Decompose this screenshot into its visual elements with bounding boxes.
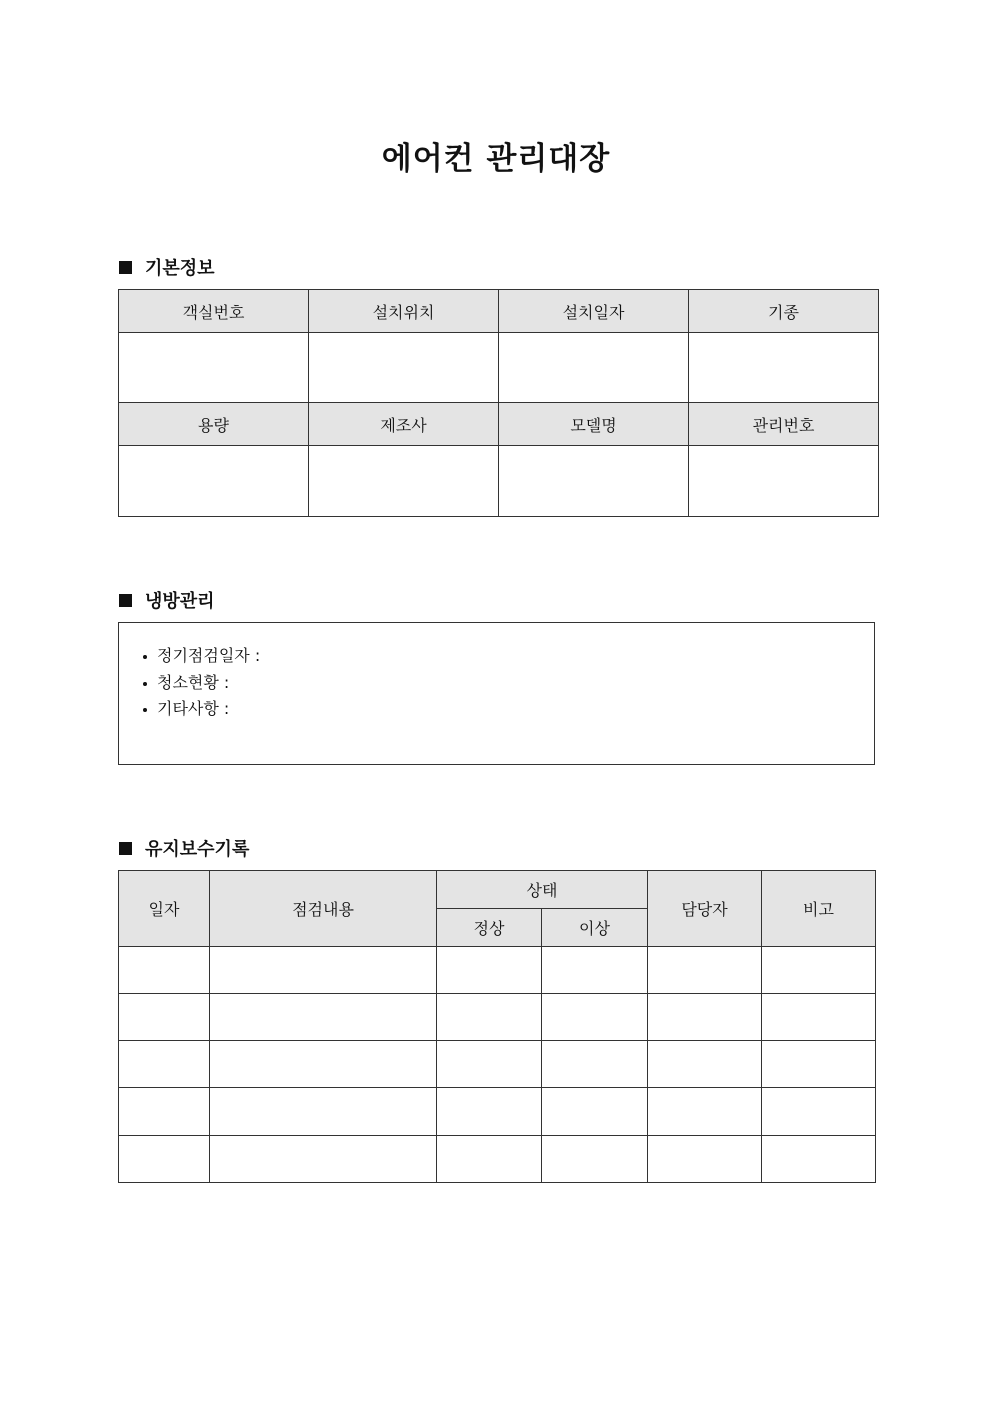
header-install-date: 설치일자 — [499, 290, 689, 333]
table-row — [119, 947, 876, 994]
cell-management-number[interactable] — [689, 446, 879, 517]
section-maintenance-label: 유지보수기록 — [145, 839, 250, 860]
section-basic-label: 기본정보 — [145, 258, 215, 279]
page-title: 에어컨 관리대장 — [381, 141, 611, 177]
section-basic-heading — [119, 254, 215, 280]
cooling-list — [119, 643, 874, 723]
section-cooling-heading — [119, 587, 215, 613]
table-row — [119, 1041, 876, 1088]
square-bullet-icon — [119, 842, 132, 855]
header-install-location: 설치위치 — [309, 290, 499, 333]
list-item-inspection-date: 정기점검일자 : — [157, 643, 874, 670]
header-date: 일자 — [119, 871, 210, 947]
section-maintenance-heading — [119, 835, 249, 861]
header-model-name: 모델명 — [499, 403, 689, 446]
header-normal: 정상 — [437, 909, 542, 947]
square-bullet-icon — [119, 594, 132, 607]
cell-install-date[interactable] — [499, 333, 689, 403]
cell-model-name[interactable] — [499, 446, 689, 517]
cell-model-type[interactable] — [689, 333, 879, 403]
list-item-other-notes: 기타사항 : — [157, 696, 874, 723]
header-status: 상태 — [437, 871, 648, 909]
header-inspection-content: 점검내용 — [210, 871, 437, 947]
header-abnormal: 이상 — [542, 909, 648, 947]
cell-room-number[interactable] — [119, 333, 309, 403]
cell-capacity[interactable] — [119, 446, 309, 517]
header-manager: 담당자 — [648, 871, 762, 947]
table-row — [119, 994, 876, 1041]
square-bullet-icon — [119, 261, 132, 274]
cell-install-location[interactable] — [309, 333, 499, 403]
table-row — [119, 1088, 876, 1136]
cell-manufacturer[interactable] — [309, 446, 499, 517]
header-manufacturer: 제조사 — [309, 403, 499, 446]
list-item-cleaning-status: 청소현황 : — [157, 670, 874, 697]
cooling-box — [118, 622, 875, 765]
basic-info-table — [118, 289, 879, 517]
table-row — [119, 1136, 876, 1183]
header-note: 비고 — [762, 871, 876, 947]
header-model-type: 기종 — [689, 290, 879, 333]
section-cooling-label: 냉방관리 — [145, 591, 215, 612]
header-management-number: 관리번호 — [689, 403, 879, 446]
header-capacity: 용량 — [119, 403, 309, 446]
header-room-number: 객실번호 — [119, 290, 309, 333]
maintenance-table — [118, 870, 876, 1183]
